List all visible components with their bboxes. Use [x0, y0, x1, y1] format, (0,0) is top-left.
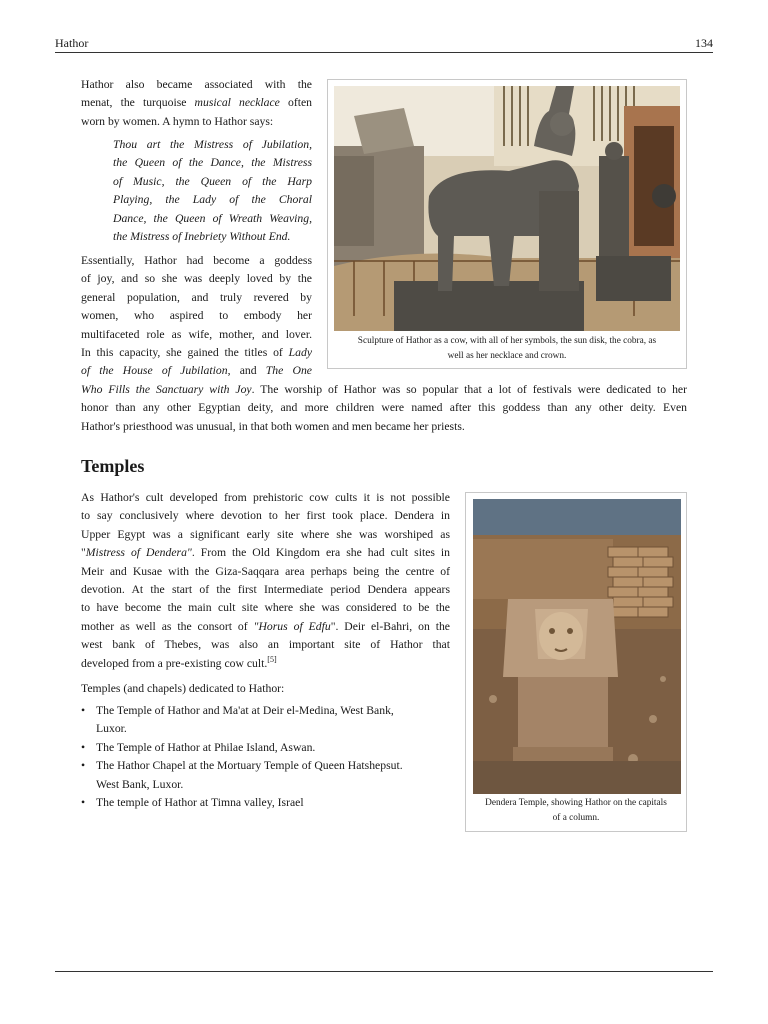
section-heading: Temples — [81, 456, 145, 476]
figure-caption — [334, 334, 680, 364]
list-item-text: • The temple of Hathor at Timna valley, Israel — [96, 796, 304, 810]
para-line: general population, and truly revered by — [81, 290, 312, 304]
list-item-text: West Bank, Luxor. — [96, 777, 184, 791]
hymn-line: the Mistress of Inebriety Without End. — [113, 230, 291, 244]
essentially-paragraph — [81, 252, 312, 381]
reference-link[interactable]: [5] — [267, 654, 277, 664]
hymn-line: Thou art the Mistress of Jubilation, — [113, 138, 312, 151]
list-item — [81, 757, 456, 794]
para-line — [81, 544, 450, 562]
figure-hathor-cow — [327, 79, 687, 369]
para-line: devotion. At the start of the first Intermediate period Dendera appears — [81, 583, 450, 597]
hymn-line: the Queen of the Dance, the Mistress — [113, 156, 312, 170]
caption-line: Dendera Temple, showing Hathor on the capitals — [485, 798, 667, 808]
para-line: west bank of Thebes, was also an important site of Hathor that — [81, 638, 450, 652]
running-header — [55, 36, 713, 53]
caption-line: well as her necklace and crown. — [447, 351, 567, 361]
caption-line: Sculpture of Hathor as a cow, with all of her symbols, the sun disk, the cobra, as — [357, 336, 657, 346]
para-line — [81, 655, 450, 673]
intro-line — [81, 94, 312, 112]
italic-phrase: The One — [265, 364, 312, 378]
footer-rule — [55, 971, 713, 972]
list-item — [81, 739, 456, 757]
list-item-text: • The Hathor Chapel at the Mortuary Temple of Queen Hatshepsut. — [96, 759, 403, 773]
para-line: As Hathor's cult developed from prehistoric cow cults it is not possible — [81, 491, 450, 504]
hymn-line: Dance, the Queen of Wreath Weaving, — [113, 211, 312, 225]
intro-paragraph — [81, 76, 312, 131]
para-line — [81, 362, 312, 380]
para-line: Upper Egypt was a significant early site where she was worshiped as — [81, 527, 450, 541]
hathor-cow-photo — [334, 86, 680, 331]
para-line: to say conclusively where devotion to her first took place. Dendera in — [81, 509, 450, 523]
para-line: Hathor's priesthood was unusual, in that both women and men became her priests. — [81, 419, 465, 433]
italic-phrase: "Horus of Edfu — [253, 619, 331, 633]
hymn-line: of Music, the Queen of the Harp — [113, 174, 312, 188]
italic-phrase: Mistress of Dendera" — [85, 546, 192, 560]
running-title: Hathor — [55, 36, 89, 50]
list-item — [81, 794, 456, 812]
list-item-text: Luxor. — [96, 722, 127, 736]
temples-list — [81, 702, 456, 812]
para-line: Meir and Kusae with the Giza-Saqqara area perhaps being the centre of — [81, 564, 450, 578]
text-run: mother as well as the consort of — [81, 619, 254, 633]
figure-dendera-temple — [465, 492, 687, 832]
text-run: , and — [227, 364, 266, 378]
para-line: honor than any other Egyptian deity, and more children were named after this goddess than any other deity. Even — [81, 401, 687, 415]
intro-line: worn by women. A hymn to Hathor says: — [81, 114, 274, 128]
italic-phrase: of the House of Jubilation — [81, 364, 228, 378]
list-item — [81, 702, 456, 739]
para-line: multifaceted role as wife, mother, and lover. — [81, 327, 312, 341]
italic-phrase: Who Fills the Sanctuary with Joy — [81, 383, 252, 396]
para-line: to have become the main cult site where she was considered to be the — [81, 601, 450, 615]
intro-line: Hathor also became associated with the — [81, 78, 312, 91]
text-run: ". Deir el-Bahri, on the — [330, 619, 450, 633]
text-run: . The worship of Hathor was so popular that a lot of festivals were dedicated to her — [251, 383, 687, 396]
list-item-text: • The Temple of Hathor at Philae Island, Aswan. — [96, 740, 316, 754]
figure-caption — [472, 796, 680, 826]
page-number: 134 — [695, 36, 713, 50]
list-intro: Temples (and chapels) dedicated to Hathor: — [81, 682, 285, 695]
italic-phrase: Lady — [288, 346, 312, 360]
text-run: menat, the turquoise — [81, 96, 195, 110]
text-run: " — [81, 546, 86, 560]
para-line — [81, 381, 687, 399]
hymn-quote — [113, 136, 312, 246]
dendera-column-photo — [473, 499, 681, 794]
list-item-text: • The Temple of Hathor and Ma'at at Deir el-Medina, West Bank, — [96, 704, 394, 717]
para-line: Essentially, Hathor had become a goddess — [81, 254, 312, 267]
text-run: developed from a pre-existing cow cult. — [81, 656, 268, 670]
para-line — [81, 618, 450, 636]
hymn-line: Playing, the Lady of the Choral — [113, 193, 312, 207]
text-run: . From the Old Kingdom era she had cult sites in — [191, 546, 450, 560]
essentially-paragraph-continued — [81, 381, 687, 436]
para-line: women, who aspired to embody her — [81, 309, 312, 323]
temples-paragraph — [81, 489, 450, 673]
para-line: of joy, and so she was deeply loved by the — [81, 272, 312, 286]
text-run: often — [279, 96, 312, 110]
caption-line: of a column. — [552, 813, 600, 823]
italic-phrase: musical necklace — [194, 96, 280, 110]
text-run: In this capacity, she gained the titles of — [81, 346, 289, 360]
para-line — [81, 344, 312, 362]
